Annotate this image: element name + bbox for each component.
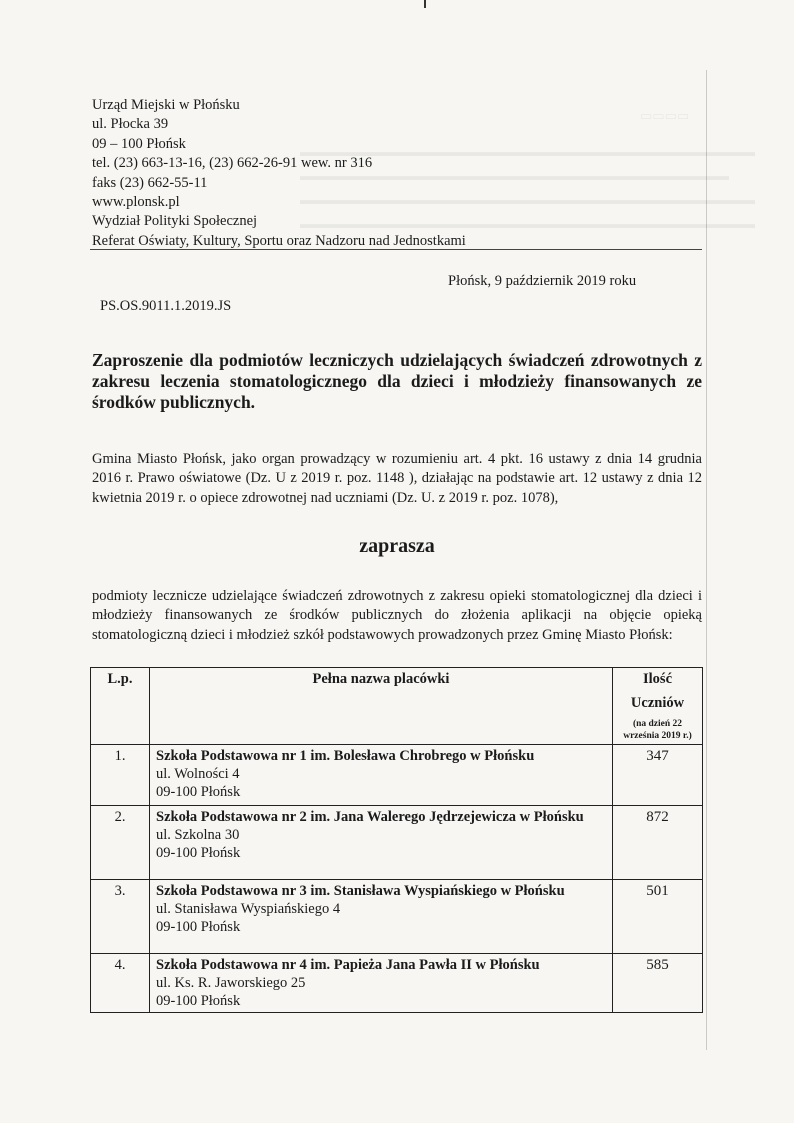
school-city: 09-100 Płońsk bbox=[156, 919, 241, 935]
office-postal-city: 09 – 100 Płońsk bbox=[92, 135, 186, 152]
row-lp: 1. bbox=[91, 745, 150, 806]
table-row bbox=[91, 954, 703, 1013]
intro-paragraph: Gmina Miasto Płońsk, jako organ prowadzący w rozumieniu art. 4 pkt. 16 ustawy z dnia 14 grudnia 2016 r. Prawo oświatowe (Dz. U z 2019 r. poz. 1148 ), działając na podstawie art. 12 ustawy z dnia 12 kwietnia 2019 r. o opiece zdrowotnej nad uczniami (Dz. U. z 2019 r. poz. 1078), bbox=[92, 451, 702, 506]
school-name: Szkoła Podstawowa nr 2 im. Jana Walerego Jędrzejewicza w Płońsku bbox=[156, 809, 584, 825]
table-row bbox=[91, 806, 703, 880]
section-name: Referat Oświaty, Kultury, Sportu oraz Nadzoru nad Jednostkami bbox=[92, 232, 466, 249]
row-lp: 4. bbox=[91, 954, 150, 1013]
table-row bbox=[91, 880, 703, 954]
school-city: 09-100 Płońsk bbox=[156, 784, 241, 800]
row-school bbox=[150, 880, 613, 954]
school-city: 09-100 Płońsk bbox=[156, 993, 241, 1009]
row-count: 585 bbox=[613, 954, 703, 1013]
school-street: ul. Wolności 4 bbox=[156, 766, 240, 782]
office-website: www.plonsk.pl bbox=[92, 194, 180, 211]
sender-address-block bbox=[92, 96, 466, 251]
school-name: Szkoła Podstawowa nr 1 im. Bolesława Chrobrego w Płońsku bbox=[156, 748, 535, 764]
row-school bbox=[150, 954, 613, 1013]
office-fax: faks (23) 662-55-11 bbox=[92, 174, 208, 191]
school-street: ul. Szkolna 30 bbox=[156, 827, 240, 843]
school-name: Szkoła Podstawowa nr 3 im. Stanisława Wyspiańskiego w Płońsku bbox=[156, 883, 565, 899]
reference-number: PS.OS.9011.1.2019.JS bbox=[100, 298, 232, 314]
bleed-through-text: ▬▬▬▬▬▬▬▬▬▬▬▬▬▬▬▬▬▬▬▬▬▬▬▬▬▬▬▬▬▬▬▬▬▬▬ ▬▬▬▬▬▬▬▬▬▬▬▬▬▬▬▬▬▬▬▬▬▬▬▬▬▬▬▬▬▬▬▬▬ ▬▬▬▬▬▬▬▬▬▬▬▬▬▬▬▬▬▬▬▬▬▬▬▬▬▬▬▬▬▬▬▬▬▬▬ ▬▬▬▬▬▬▬▬▬▬▬▬▬▬▬▬▬▬▬▬▬▬▬▬▬▬▬▬▬▬▬▬▬▬▬ bbox=[300, 144, 755, 231]
header-count-line1: Ilość bbox=[643, 671, 672, 687]
row-count: 347 bbox=[613, 745, 703, 806]
body-paragraph: podmioty lecznicze udzielające świadczeń zdrowotnych z zakresu opieki stomatologicznej dla dzieci i młodzieży finansowanych ze środków publicznych do złożenia aplikacji na objęcie opieką stomatologiczną dzieci i młodzież szkół podstawowych prowadzonych przez Gminę Miasto Płońsk: bbox=[92, 588, 702, 643]
school-street: ul. Stanisława Wyspiańskiego 4 bbox=[156, 901, 341, 917]
header-school-name: Pełna nazwa placówki bbox=[150, 668, 613, 745]
document-date: Płońsk, 9 październik 2019 roku bbox=[448, 273, 637, 289]
bleed-through-text: ▭▭▭▭ bbox=[640, 108, 690, 123]
department-name: Wydział Polityki Społecznej bbox=[92, 213, 258, 230]
header-student-count bbox=[613, 668, 703, 745]
header-count-line2: Uczniów bbox=[630, 695, 685, 711]
row-school bbox=[150, 806, 613, 880]
schools-table bbox=[90, 667, 703, 1013]
school-name: Szkoła Podstawowa nr 4 im. Papieża Jana Pawła II w Płońsku bbox=[156, 957, 540, 973]
row-count: 872 bbox=[613, 806, 703, 880]
header-count-date: (na dzień 22 września 2019 r.) bbox=[623, 719, 692, 741]
school-city: 09-100 Płońsk bbox=[156, 845, 241, 861]
header-lp: L.p. bbox=[91, 668, 150, 745]
document-title: Zaproszenie dla podmiotów leczniczych udzielających świadczeń zdrowotnych z zakresu leczenia stomatologicznego dla dzieci i młodzieży finansowanych ze środków publicznych. bbox=[92, 350, 702, 412]
office-phone: tel. (23) 663-13-16, (23) 662-26-91 wew. nr 316 bbox=[92, 155, 373, 172]
row-lp: 2. bbox=[91, 806, 150, 880]
table-row bbox=[91, 745, 703, 806]
header-divider bbox=[90, 249, 702, 250]
office-name: Urząd Miejski w Płońsku bbox=[92, 97, 240, 113]
invite-heading: zaprasza bbox=[359, 535, 435, 557]
scan-mark bbox=[424, 0, 426, 8]
school-street: ul. Ks. R. Jaworskiego 25 bbox=[156, 975, 306, 991]
row-lp: 3. bbox=[91, 880, 150, 954]
table-header-row bbox=[91, 668, 703, 745]
row-count: 501 bbox=[613, 880, 703, 954]
office-street: ul. Płocka 39 bbox=[92, 116, 169, 133]
row-school bbox=[150, 745, 613, 806]
